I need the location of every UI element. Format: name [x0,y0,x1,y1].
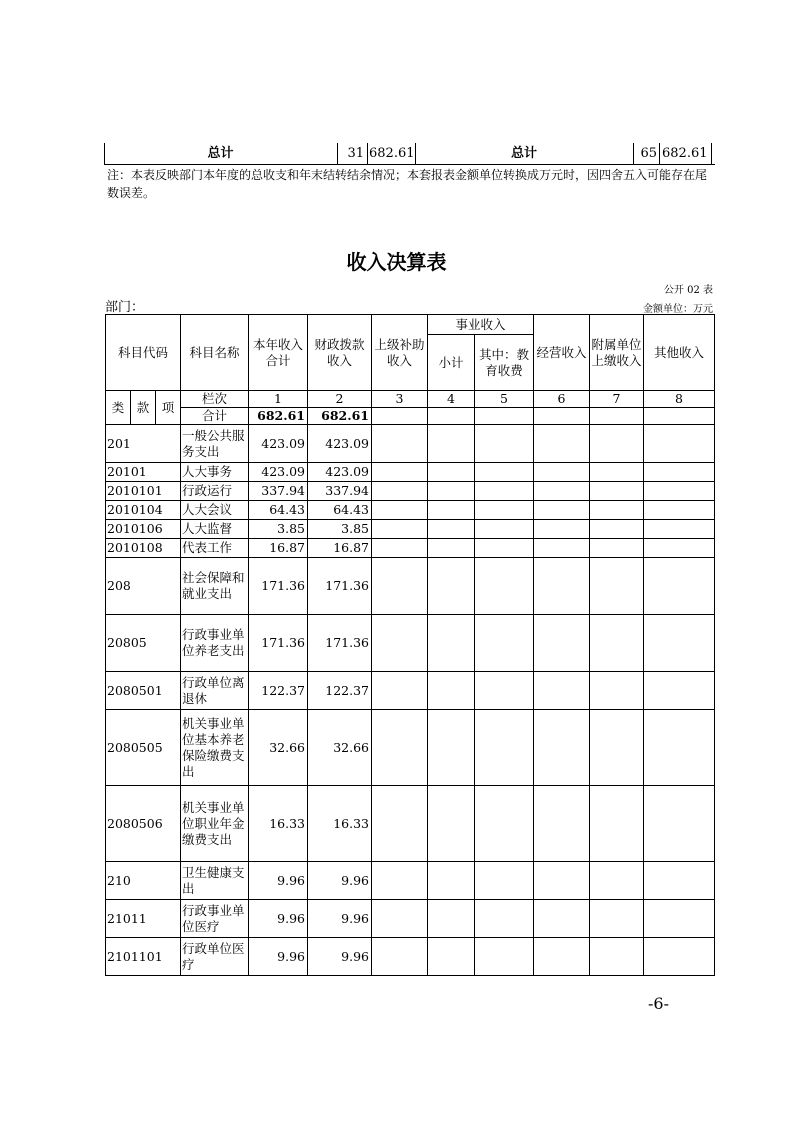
row-fiscal: 32.66 [308,710,372,786]
empty-cell [372,710,428,786]
col-number: 4 [428,391,475,408]
department-label: 部门： [105,300,145,315]
col-number: 7 [590,391,644,408]
empty-cell [534,710,590,786]
row-fiscal: 64.43 [308,501,372,520]
col-number: 1 [249,391,308,408]
empty-cell [475,539,534,558]
empty-cell [534,900,590,938]
empty-cell [534,672,590,710]
header-lei: 类 [106,391,131,425]
empty-cell [590,482,644,501]
unit-label: 金额单位：万元 [643,304,713,315]
row-name: 行政事业单位养老支出 [181,615,249,672]
row-code: 2010106 [106,520,181,539]
empty-cell [475,425,534,463]
row-code: 210 [106,862,181,900]
summary-strip [104,143,713,164]
empty-cell [534,482,590,501]
empty-cell [644,463,715,482]
empty-cell [590,425,644,463]
empty-cell [372,482,428,501]
empty-cell [475,786,534,862]
row-name: 行政事业单位医疗 [181,900,249,938]
empty-cell [372,786,428,862]
empty-cell [590,558,644,615]
row-fiscal: 423.09 [308,463,372,482]
table-row [106,425,715,463]
row-code: 2080501 [106,672,181,710]
empty-cell [644,539,715,558]
summary-left-label: 总计 [207,146,234,161]
header-education-fee: 其中：教育收费 [475,335,534,391]
row-total: 171.36 [249,558,308,615]
row-name: 代表工作 [181,539,249,558]
empty-cell [475,900,534,938]
header-subtotal: 小计 [428,335,475,391]
table-row [106,938,715,976]
row-total: 64.43 [249,501,308,520]
divider [367,143,368,164]
row-name: 一般公共服务支出 [181,425,249,463]
col-number: 5 [475,391,534,408]
empty-cell [372,520,428,539]
empty-cell [644,786,715,862]
row-code: 2010104 [106,501,181,520]
row-code: 20101 [106,463,181,482]
table-note: 注：本表反映部门本年度的总收支和年末结转结余情况；本套报表金额单位转换成万元时，因四舍五入可能存在尾数误差。 [107,168,708,200]
empty-cell [590,862,644,900]
empty-cell [428,501,475,520]
empty-cell [534,408,590,425]
row-total: 3.85 [249,520,308,539]
row-name: 社会保障和就业支出 [181,558,249,615]
total-row-total: 682.61 [249,408,308,425]
summary-bottom-rule [104,164,715,165]
empty-cell [428,672,475,710]
row-fiscal: 9.96 [308,938,372,976]
empty-cell [475,615,534,672]
empty-cell [372,408,428,425]
row-total: 9.96 [249,938,308,976]
row-fiscal: 9.96 [308,900,372,938]
total-row-label: 合计 [181,408,249,425]
row-name: 人大事务 [181,463,249,482]
table-row [106,558,715,615]
empty-cell [534,558,590,615]
table-row [106,615,715,672]
header-total-income: 本年收入合计 [249,315,308,391]
empty-cell [534,539,590,558]
divider [659,143,660,164]
empty-cell [644,615,715,672]
table-row [106,520,715,539]
empty-cell [428,710,475,786]
empty-cell [372,900,428,938]
page-title: 收入决算表 [346,250,447,274]
empty-cell [475,558,534,615]
empty-cell [372,615,428,672]
divider [711,143,712,164]
header-xiang: 项 [156,391,181,425]
empty-cell [475,463,534,482]
row-fiscal: 9.96 [308,862,372,900]
empty-cell [590,900,644,938]
row-fiscal: 423.09 [308,425,372,463]
row-fiscal: 122.37 [308,672,372,710]
empty-cell [534,425,590,463]
empty-cell [644,501,715,520]
row-code: 2080506 [106,786,181,862]
empty-cell [590,615,644,672]
empty-cell [590,539,644,558]
empty-cell [475,408,534,425]
row-name: 人大监督 [181,520,249,539]
row-code: 2080505 [106,710,181,786]
row-fiscal: 337.94 [308,482,372,501]
empty-cell [428,558,475,615]
empty-cell [428,520,475,539]
empty-cell [475,501,534,520]
header-business-income: 事业收入 [428,315,534,335]
row-name: 机关事业单位基本养老保险缴费支出 [181,710,249,786]
table-row [106,672,715,710]
row-total: 337.94 [249,482,308,501]
summary-right-row: 65 [640,146,657,161]
header-kuan: 款 [131,391,156,425]
row-code: 20805 [106,615,181,672]
table-row [106,501,715,520]
col-number: 8 [644,391,715,408]
header-column-index: 栏次 [181,391,249,408]
header-other-income: 其他收入 [644,315,715,391]
empty-cell [590,672,644,710]
empty-cell [428,900,475,938]
row-total: 423.09 [249,425,308,463]
empty-cell [428,862,475,900]
empty-cell [372,501,428,520]
empty-cell [475,482,534,501]
empty-cell [644,425,715,463]
empty-cell [475,938,534,976]
empty-cell [590,520,644,539]
col-number: 2 [308,391,372,408]
row-fiscal: 16.87 [308,539,372,558]
row-total: 9.96 [249,900,308,938]
empty-cell [644,408,715,425]
row-total: 32.66 [249,710,308,786]
empty-cell [428,786,475,862]
row-code: 208 [106,558,181,615]
table-row [106,539,715,558]
table-row [106,482,715,501]
row-fiscal: 171.36 [308,615,372,672]
empty-cell [644,900,715,938]
empty-cell [590,710,644,786]
empty-cell [428,615,475,672]
header-operating-income: 经营收入 [534,315,590,391]
table-row [106,900,715,938]
empty-cell [372,425,428,463]
summary-left-value: 682.61 [369,146,415,161]
empty-cell [428,408,475,425]
empty-cell [534,938,590,976]
empty-cell [534,786,590,862]
page-number: -6- [648,994,669,1013]
header-subject-code: 科目代码 [106,315,181,391]
summary-right-label: 总计 [510,146,537,161]
row-total: 171.36 [249,615,308,672]
header-subject-name: 科目名称 [181,315,249,391]
row-total: 16.33 [249,786,308,862]
empty-cell [475,862,534,900]
empty-cell [372,539,428,558]
empty-cell [590,786,644,862]
col-number: 6 [534,391,590,408]
row-name: 行政单位离退休 [181,672,249,710]
row-total: 122.37 [249,672,308,710]
empty-cell [534,615,590,672]
empty-cell [428,463,475,482]
empty-cell [590,501,644,520]
total-row-fiscal: 682.61 [308,408,372,425]
table-row [106,710,715,786]
summary-left-row: 31 [347,146,364,161]
empty-cell [534,862,590,900]
row-code: 201 [106,425,181,463]
header-superior-subsidy: 上级补助收入 [372,315,428,391]
col-number: 3 [372,391,428,408]
empty-cell [644,672,715,710]
row-fiscal: 171.36 [308,558,372,615]
empty-cell [590,938,644,976]
row-code: 2101101 [106,938,181,976]
empty-cell [534,520,590,539]
empty-cell [475,520,534,539]
header-affiliated-income: 附属单位上缴收入 [590,315,644,391]
empty-cell [644,520,715,539]
empty-cell [644,938,715,976]
row-name: 机关事业单位职业年金缴费支出 [181,786,249,862]
row-name: 行政单位医疗 [181,938,249,976]
row-total: 9.96 [249,862,308,900]
empty-cell [428,482,475,501]
table-row [106,862,715,900]
header-fiscal-allocation: 财政拨款收入 [308,315,372,391]
income-table [105,314,715,976]
row-total: 423.09 [249,463,308,482]
empty-cell [644,482,715,501]
table-row [106,786,715,862]
empty-cell [590,408,644,425]
empty-cell [372,672,428,710]
empty-cell [534,501,590,520]
row-name: 人大会议 [181,501,249,520]
row-code: 21011 [106,900,181,938]
row-name: 卫生健康支出 [181,862,249,900]
summary-right-value: 682.61 [662,146,708,161]
empty-cell [644,862,715,900]
row-code: 2010101 [106,482,181,501]
empty-cell [428,938,475,976]
empty-cell [590,463,644,482]
empty-cell [475,672,534,710]
empty-cell [475,710,534,786]
empty-cell [372,463,428,482]
row-fiscal: 3.85 [308,520,372,539]
empty-cell [372,558,428,615]
empty-cell [644,710,715,786]
empty-cell [428,539,475,558]
form-code: 公开 02 表 [663,285,713,296]
row-fiscal: 16.33 [308,786,372,862]
row-name: 行政运行 [181,482,249,501]
row-code: 2010108 [106,539,181,558]
empty-cell [428,425,475,463]
empty-cell [372,862,428,900]
row-total: 16.87 [249,539,308,558]
empty-cell [372,938,428,976]
table-row [106,463,715,482]
empty-cell [534,463,590,482]
empty-cell [644,558,715,615]
